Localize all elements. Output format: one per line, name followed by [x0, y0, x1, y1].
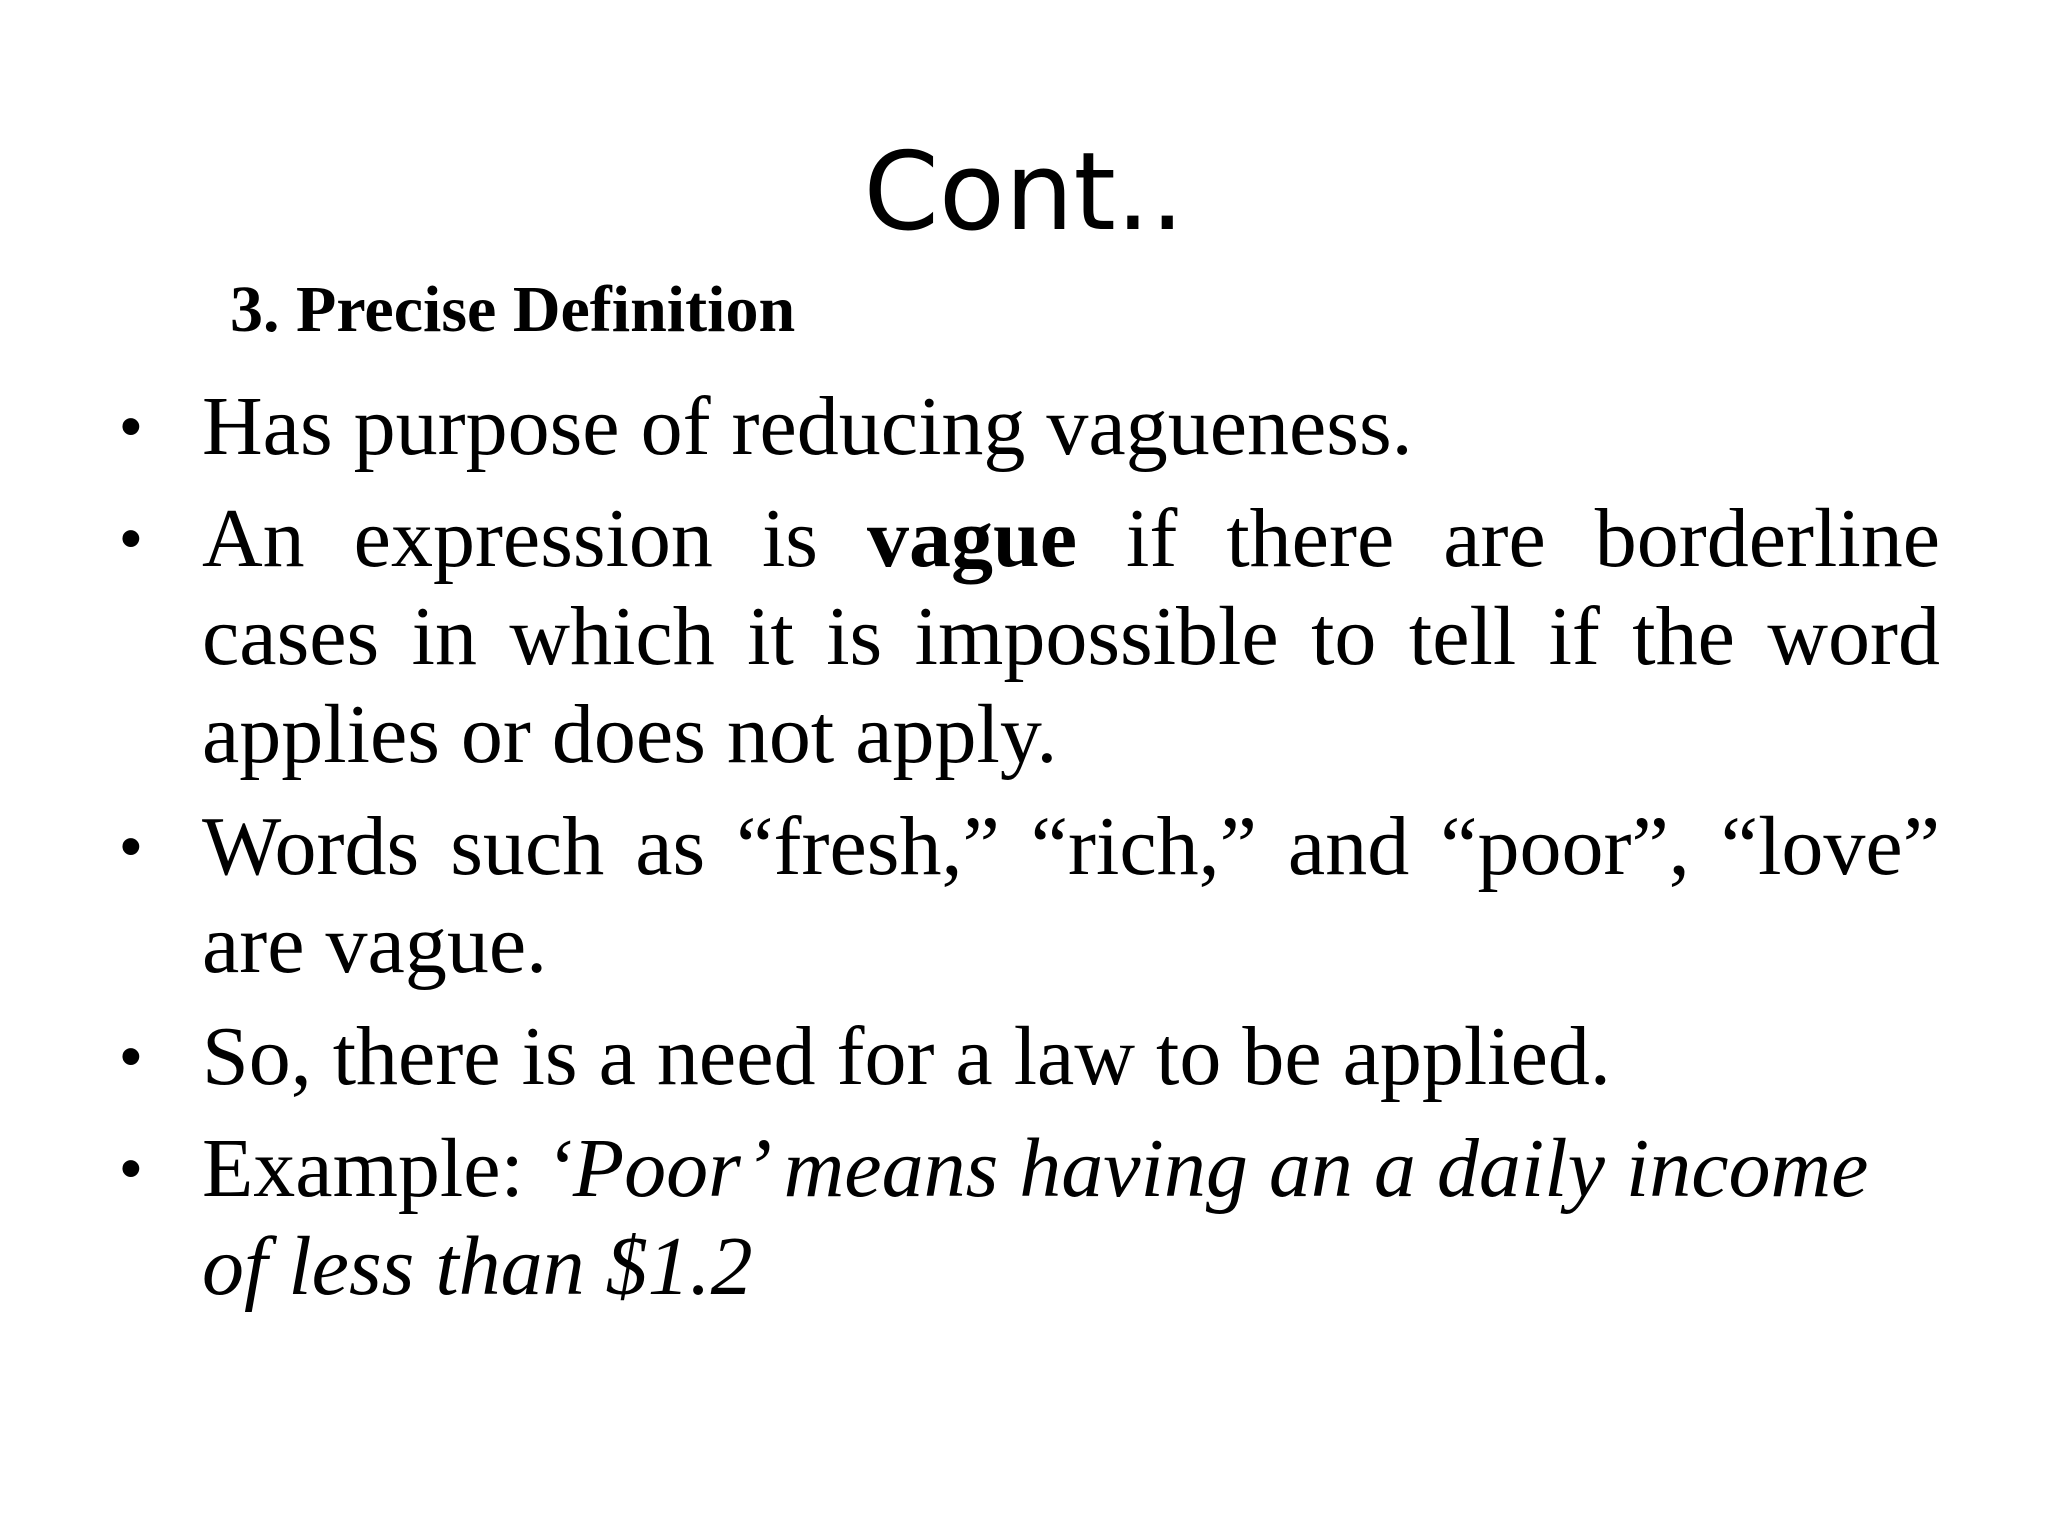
- bullet-item: [120, 1120, 1940, 1316]
- slide-title: Cont..: [863, 130, 1185, 255]
- example-definition: ‘Poor’ means having an a daily income of less than $1.2: [202, 1122, 1869, 1313]
- bullet-item: [120, 1008, 1940, 1106]
- bullet-text: Words such as “fresh,” “rich,” and “poor”, “love” are vague.: [202, 800, 1940, 991]
- bullet-text: if there are borderline cases in which it is impossible to tell if the word applies or does not apply.: [202, 492, 1940, 781]
- bullet-list: [120, 378, 1940, 1330]
- bullet-text: So, there is a need for a law to be applied.: [202, 1010, 1611, 1103]
- bullet-item: [120, 378, 1940, 476]
- bullet-icon: •: [120, 1134, 142, 1203]
- bullet-icon: •: [120, 812, 142, 881]
- section-heading: 3. Precise Definition: [230, 273, 796, 346]
- bullet-text: An expression is: [202, 492, 867, 585]
- bullet-text: Has purpose of reducing vagueness.: [202, 380, 1413, 473]
- bullet-icon: •: [120, 392, 142, 461]
- bullet-item: [120, 798, 1940, 994]
- bullet-text: Example:: [202, 1122, 545, 1215]
- bold-term: vague: [867, 492, 1077, 585]
- bullet-icon: •: [120, 1022, 142, 1091]
- bullet-item: [120, 490, 1940, 784]
- bullet-icon: •: [120, 504, 142, 573]
